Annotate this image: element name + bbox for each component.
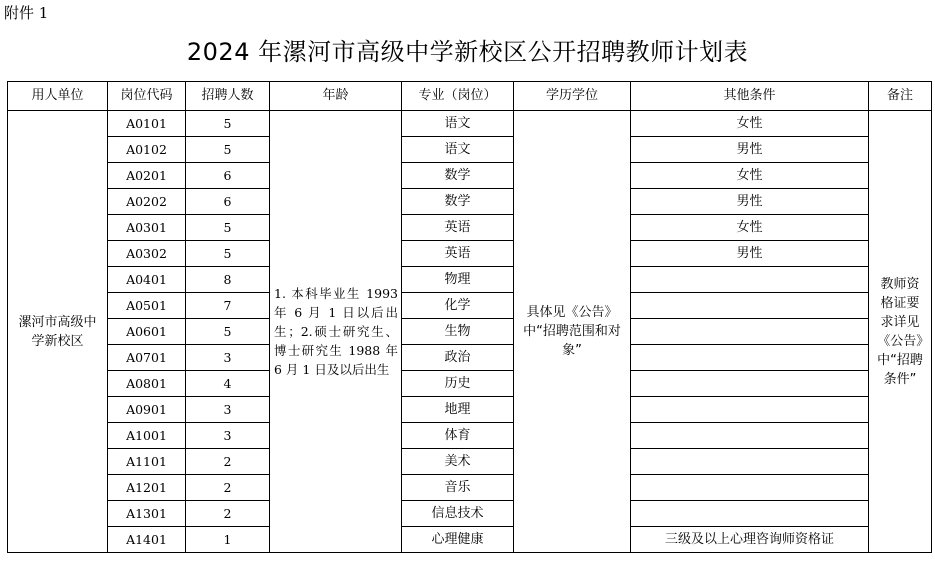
hiring-count-cell: 5 bbox=[186, 241, 270, 267]
table-row bbox=[8, 397, 932, 423]
position-code-cell: A1401 bbox=[108, 527, 186, 553]
major-cell: 体育 bbox=[402, 423, 514, 449]
col-header-major: 专业（岗位） bbox=[402, 82, 514, 111]
major-cell: 历史 bbox=[402, 371, 514, 397]
table-body bbox=[8, 111, 932, 553]
table-row bbox=[8, 345, 932, 371]
other-conditions-cell: 男性 bbox=[631, 137, 869, 163]
other-conditions-cell bbox=[631, 293, 869, 319]
position-code-cell: A1101 bbox=[108, 449, 186, 475]
other-conditions-cell: 男性 bbox=[631, 189, 869, 215]
other-conditions-cell: 女性 bbox=[631, 111, 869, 137]
major-cell: 地理 bbox=[402, 397, 514, 423]
table-row bbox=[8, 293, 932, 319]
age-requirement-cell bbox=[270, 111, 402, 553]
position-code-cell: A0201 bbox=[108, 163, 186, 189]
major-cell: 语文 bbox=[402, 111, 514, 137]
major-cell: 语文 bbox=[402, 137, 514, 163]
col-header-education: 学历学位 bbox=[514, 82, 631, 111]
other-conditions-cell bbox=[631, 267, 869, 293]
note-text: 教师资格证要求详见《公告》中“招聘条件” bbox=[877, 276, 923, 387]
hiring-count-cell: 4 bbox=[186, 371, 270, 397]
hiring-count-cell: 1 bbox=[186, 527, 270, 553]
major-cell: 政治 bbox=[402, 345, 514, 371]
table-row bbox=[8, 189, 932, 215]
table-row bbox=[8, 267, 932, 293]
note-cell bbox=[869, 111, 932, 553]
position-code-cell: A0401 bbox=[108, 267, 186, 293]
table-row bbox=[8, 319, 932, 345]
other-conditions-cell bbox=[631, 423, 869, 449]
other-conditions-cell: 三级及以上心理咨询师资格证 bbox=[631, 527, 869, 553]
table-row bbox=[8, 501, 932, 527]
attachment-label: 附件 1 bbox=[4, 4, 49, 22]
position-code-cell: A0301 bbox=[108, 215, 186, 241]
hiring-count-cell: 5 bbox=[186, 111, 270, 137]
hiring-count-cell: 5 bbox=[186, 137, 270, 163]
page-title: 2024 年漯河市高级中学新校区公开招聘教师计划表 bbox=[186, 38, 749, 66]
major-cell: 数学 bbox=[402, 163, 514, 189]
hiring-count-cell: 3 bbox=[186, 345, 270, 371]
position-code-cell: A0102 bbox=[108, 137, 186, 163]
major-cell: 化学 bbox=[402, 293, 514, 319]
table-row bbox=[8, 215, 932, 241]
col-header-code: 岗位代码 bbox=[108, 82, 186, 111]
position-code-cell: A0302 bbox=[108, 241, 186, 267]
position-code-cell: A1201 bbox=[108, 475, 186, 501]
hiring-count-cell: 2 bbox=[186, 449, 270, 475]
employer-unit-text: 漯河市高级中学新校区 bbox=[18, 314, 97, 349]
table-row bbox=[8, 241, 932, 267]
hiring-count-cell: 7 bbox=[186, 293, 270, 319]
table-row bbox=[8, 475, 932, 501]
other-conditions-cell bbox=[631, 319, 869, 345]
other-conditions-cell bbox=[631, 449, 869, 475]
employer-unit-cell bbox=[8, 111, 108, 553]
other-conditions-cell bbox=[631, 371, 869, 397]
recruitment-plan-table bbox=[7, 81, 932, 553]
position-code-cell: A0901 bbox=[108, 397, 186, 423]
hiring-count-cell: 6 bbox=[186, 163, 270, 189]
table-row bbox=[8, 449, 932, 475]
col-header-note: 备注 bbox=[869, 82, 932, 111]
hiring-count-cell: 5 bbox=[186, 319, 270, 345]
position-code-cell: A0101 bbox=[108, 111, 186, 137]
other-conditions-cell bbox=[631, 475, 869, 501]
table-row bbox=[8, 527, 932, 553]
position-code-cell: A1001 bbox=[108, 423, 186, 449]
other-conditions-cell bbox=[631, 397, 869, 423]
hiring-count-cell: 8 bbox=[186, 267, 270, 293]
education-cell bbox=[514, 111, 631, 553]
other-conditions-cell: 男性 bbox=[631, 241, 869, 267]
other-conditions-cell: 女性 bbox=[631, 215, 869, 241]
col-header-count: 招聘人数 bbox=[186, 82, 270, 111]
hiring-count-cell: 3 bbox=[186, 423, 270, 449]
major-cell: 英语 bbox=[402, 215, 514, 241]
table-row bbox=[8, 423, 932, 449]
table-row bbox=[8, 371, 932, 397]
hiring-count-cell: 2 bbox=[186, 501, 270, 527]
other-conditions-cell: 女性 bbox=[631, 163, 869, 189]
major-cell: 英语 bbox=[402, 241, 514, 267]
major-cell: 生物 bbox=[402, 319, 514, 345]
position-code-cell: A0701 bbox=[108, 345, 186, 371]
table-row bbox=[8, 137, 932, 163]
major-cell: 物理 bbox=[402, 267, 514, 293]
col-header-unit: 用人单位 bbox=[8, 82, 108, 111]
other-conditions-cell bbox=[631, 345, 869, 371]
hiring-count-cell: 2 bbox=[186, 475, 270, 501]
major-cell: 心理健康 bbox=[402, 527, 514, 553]
position-code-cell: A0202 bbox=[108, 189, 186, 215]
table-header-row bbox=[8, 82, 932, 111]
other-conditions-cell bbox=[631, 501, 869, 527]
position-code-cell: A1301 bbox=[108, 501, 186, 527]
education-text: 具体见《公告》中“招聘范围和对象” bbox=[523, 305, 621, 358]
position-code-cell: A0601 bbox=[108, 319, 186, 345]
position-code-cell: A0501 bbox=[108, 293, 186, 319]
major-cell: 信息技术 bbox=[402, 501, 514, 527]
table-row bbox=[8, 163, 932, 189]
major-cell: 音乐 bbox=[402, 475, 514, 501]
col-header-age: 年龄 bbox=[270, 82, 402, 111]
table-row bbox=[8, 111, 932, 137]
age-requirement-text: 1. 本科毕业生 1993 年 6 月 1 日以后出生；2.硕士研究生、博士研究生 1988 年 6 月 1 日及以后出生 bbox=[274, 286, 398, 377]
hiring-count-cell: 6 bbox=[186, 189, 270, 215]
major-cell: 数学 bbox=[402, 189, 514, 215]
major-cell: 美术 bbox=[402, 449, 514, 475]
position-code-cell: A0801 bbox=[108, 371, 186, 397]
hiring-count-cell: 3 bbox=[186, 397, 270, 423]
hiring-count-cell: 5 bbox=[186, 215, 270, 241]
col-header-other: 其他条件 bbox=[631, 82, 869, 111]
